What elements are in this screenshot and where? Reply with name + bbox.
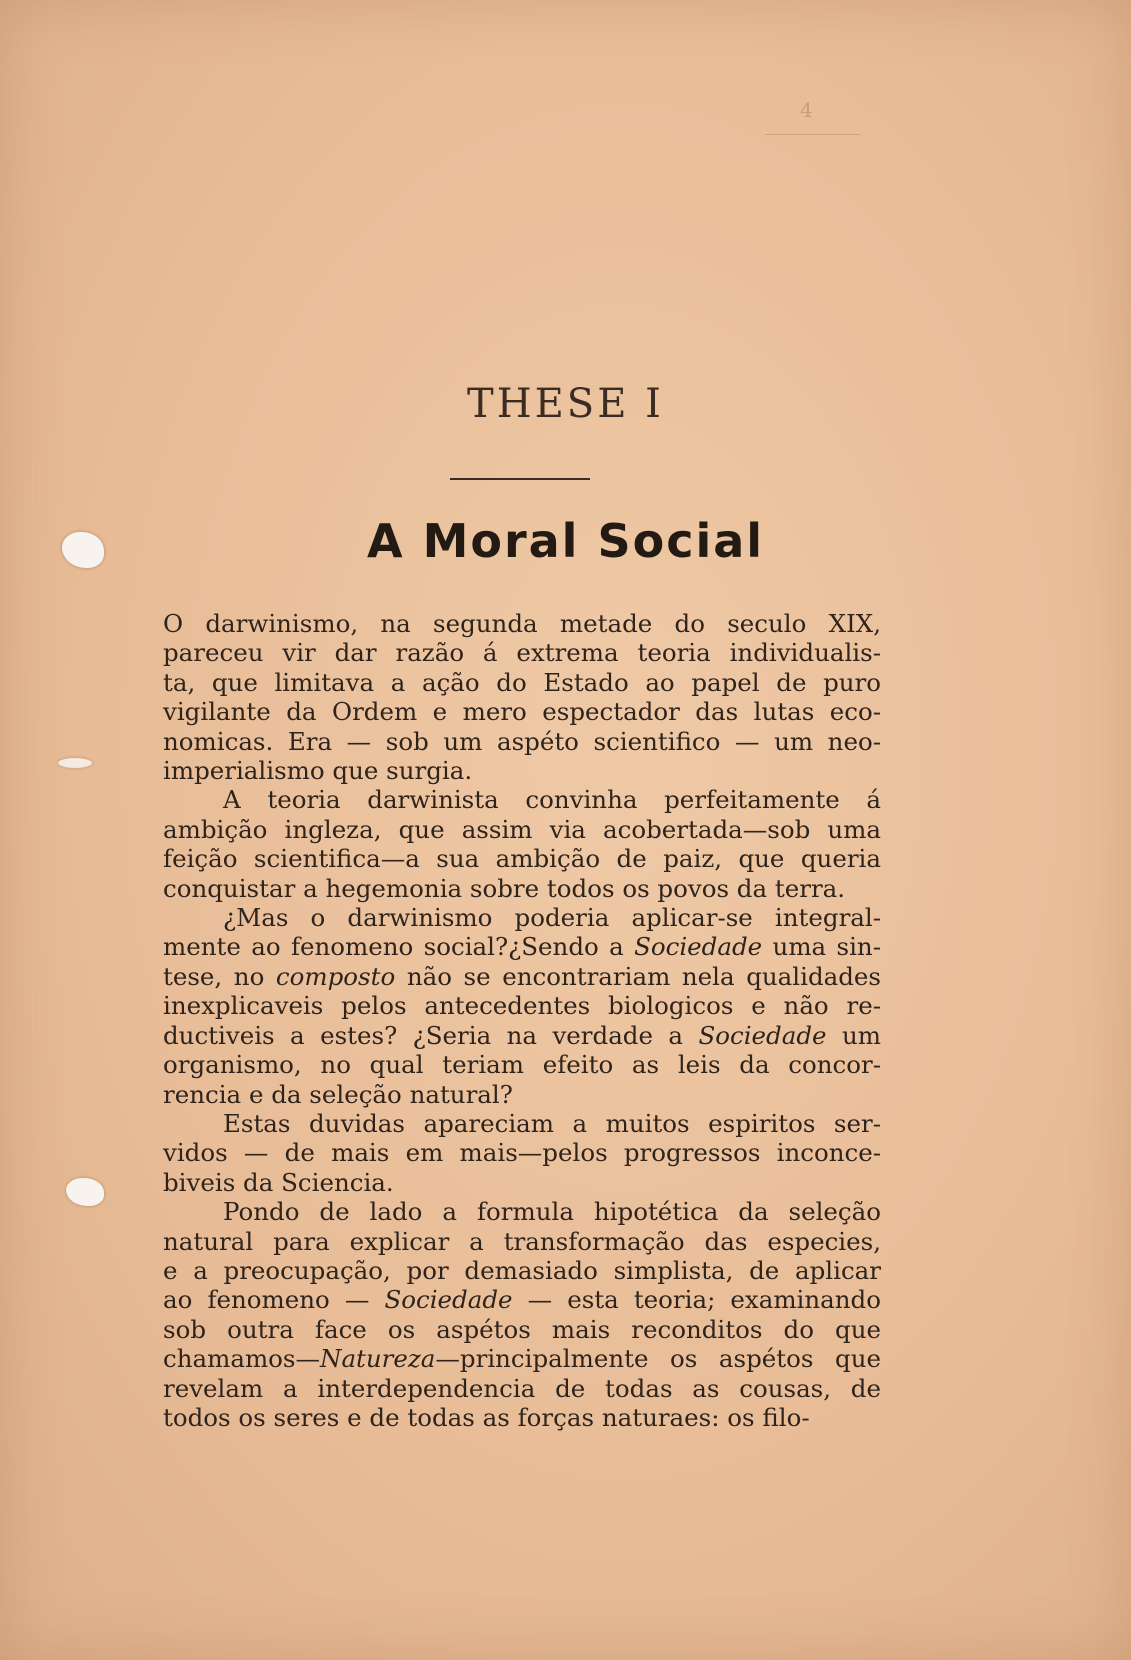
text-line [163, 727, 881, 756]
text-line [163, 1050, 881, 1079]
body-text [163, 609, 881, 1432]
text-segment: ambição ingleza, que assim via acobertada—sob uma [163, 814, 881, 844]
text-segment: mente ao fenomeno social?¿Sendo a [163, 932, 635, 962]
text-line [163, 932, 881, 961]
text-line [163, 1227, 881, 1256]
text-segment: ta, que limitava a ação do Estado ao papel de puro [163, 667, 881, 697]
text-segment: inexplicaveis pelos antecedentes biologicos e não re- [163, 991, 881, 1021]
text-line [163, 1374, 881, 1403]
text-line [163, 1315, 881, 1344]
text-segment: organismo, no qual teriam efeito as leis da concor- [163, 1050, 881, 1080]
italic-text: composto [275, 961, 396, 991]
italic-text: Sociedade [384, 1285, 513, 1315]
text-line [163, 1168, 881, 1197]
text-line [163, 991, 881, 1020]
binding-hole-bottom [66, 1178, 104, 1206]
italic-text: Sociedade [698, 1020, 827, 1050]
text-segment: conquistar a hegemonia sobre todos os povos da terra. [163, 873, 846, 903]
text-line [163, 815, 881, 844]
text-line [163, 844, 881, 873]
text-line [163, 1109, 881, 1138]
text-line [163, 1344, 881, 1373]
text-segment: O darwinismo, na segunda metade do seculo XIX, [163, 609, 881, 638]
section-title: A Moral Social [366, 514, 765, 568]
text-segment: um [826, 1020, 881, 1050]
chapter-title: THESE I [467, 381, 664, 427]
text-line [163, 1403, 881, 1432]
text-line [163, 962, 881, 991]
text-segment: ductiveis a estes? ¿Seria na verdade a [163, 1020, 699, 1050]
text-segment: chamamos— [163, 1344, 321, 1374]
text-segment: ao fenomeno — [163, 1285, 385, 1315]
text-line [163, 874, 881, 903]
text-line [163, 1197, 881, 1226]
paragraph [163, 785, 881, 903]
text-segment: Pondo de lado a formula hipotética da seleção [223, 1197, 881, 1227]
text-segment: — esta teoria; examinando [512, 1285, 881, 1315]
text-segment: feição scientifica—a sua ambição de paiz, que queria [163, 844, 881, 874]
text-segment: nomicas. Era — sob um aspéto scientifico — um neo- [163, 726, 881, 756]
text-segment: Estas duvidas apareciam a muitos espiritos ser- [223, 1108, 881, 1138]
text-segment: rencia e da seleção natural? [163, 1079, 513, 1109]
text-segment: ¿Mas o darwinismo poderia aplicar-se integral- [223, 903, 881, 933]
text-line [163, 1021, 881, 1050]
text-line [163, 1285, 881, 1314]
text-segment: biveis da Sciencia. [163, 1167, 394, 1197]
paragraph [163, 1109, 881, 1197]
text-line [163, 697, 881, 726]
text-segment: sob outra face os aspétos mais reconditos do que [163, 1314, 881, 1344]
text-line [163, 1256, 881, 1285]
text-segment: vidos — de mais em mais—pelos progressos inconce- [163, 1138, 881, 1168]
text-line [163, 756, 881, 785]
text-segment: A teoria darwinista convinha perfeitamente á [223, 785, 881, 815]
text-line [163, 638, 881, 667]
text-line [163, 1138, 881, 1167]
italic-text: Natureza [320, 1344, 436, 1374]
text-segment: tese, no [163, 961, 276, 991]
text-line [163, 785, 881, 814]
page-number-ghost: 4 [800, 98, 813, 122]
text-line [163, 903, 881, 932]
text-segment: natural para explicar a transformação das especies, [163, 1226, 881, 1256]
paragraph [163, 609, 881, 785]
ghost-rule [765, 134, 860, 135]
text-segment: —principalmente os aspétos que [435, 1344, 881, 1374]
text-segment: e a preocupação, por demasiado simplista, de aplicar [163, 1255, 881, 1285]
binding-hole-middle [58, 758, 92, 768]
title-divider [450, 478, 590, 480]
text-segment: revelam a interdependencia de todas as cousas, de [163, 1373, 881, 1403]
paragraph [163, 1197, 881, 1432]
text-segment: imperialismo que surgia. [163, 756, 473, 786]
text-segment: não se encontrariam nela qualidades [395, 961, 881, 991]
text-segment: pareceu vir dar razão á extrema teoria individualis- [163, 638, 881, 668]
text-line [163, 609, 881, 638]
text-segment: vigilante da Ordem e mero espectador das lutas eco- [163, 697, 881, 727]
text-segment: uma sin- [762, 932, 881, 962]
paragraph [163, 903, 881, 1109]
text-line [163, 1080, 881, 1109]
text-line [163, 668, 881, 697]
text-segment: todos os seres e de todas as forças naturaes: os filo- [163, 1402, 810, 1432]
italic-text: Sociedade [634, 932, 763, 962]
